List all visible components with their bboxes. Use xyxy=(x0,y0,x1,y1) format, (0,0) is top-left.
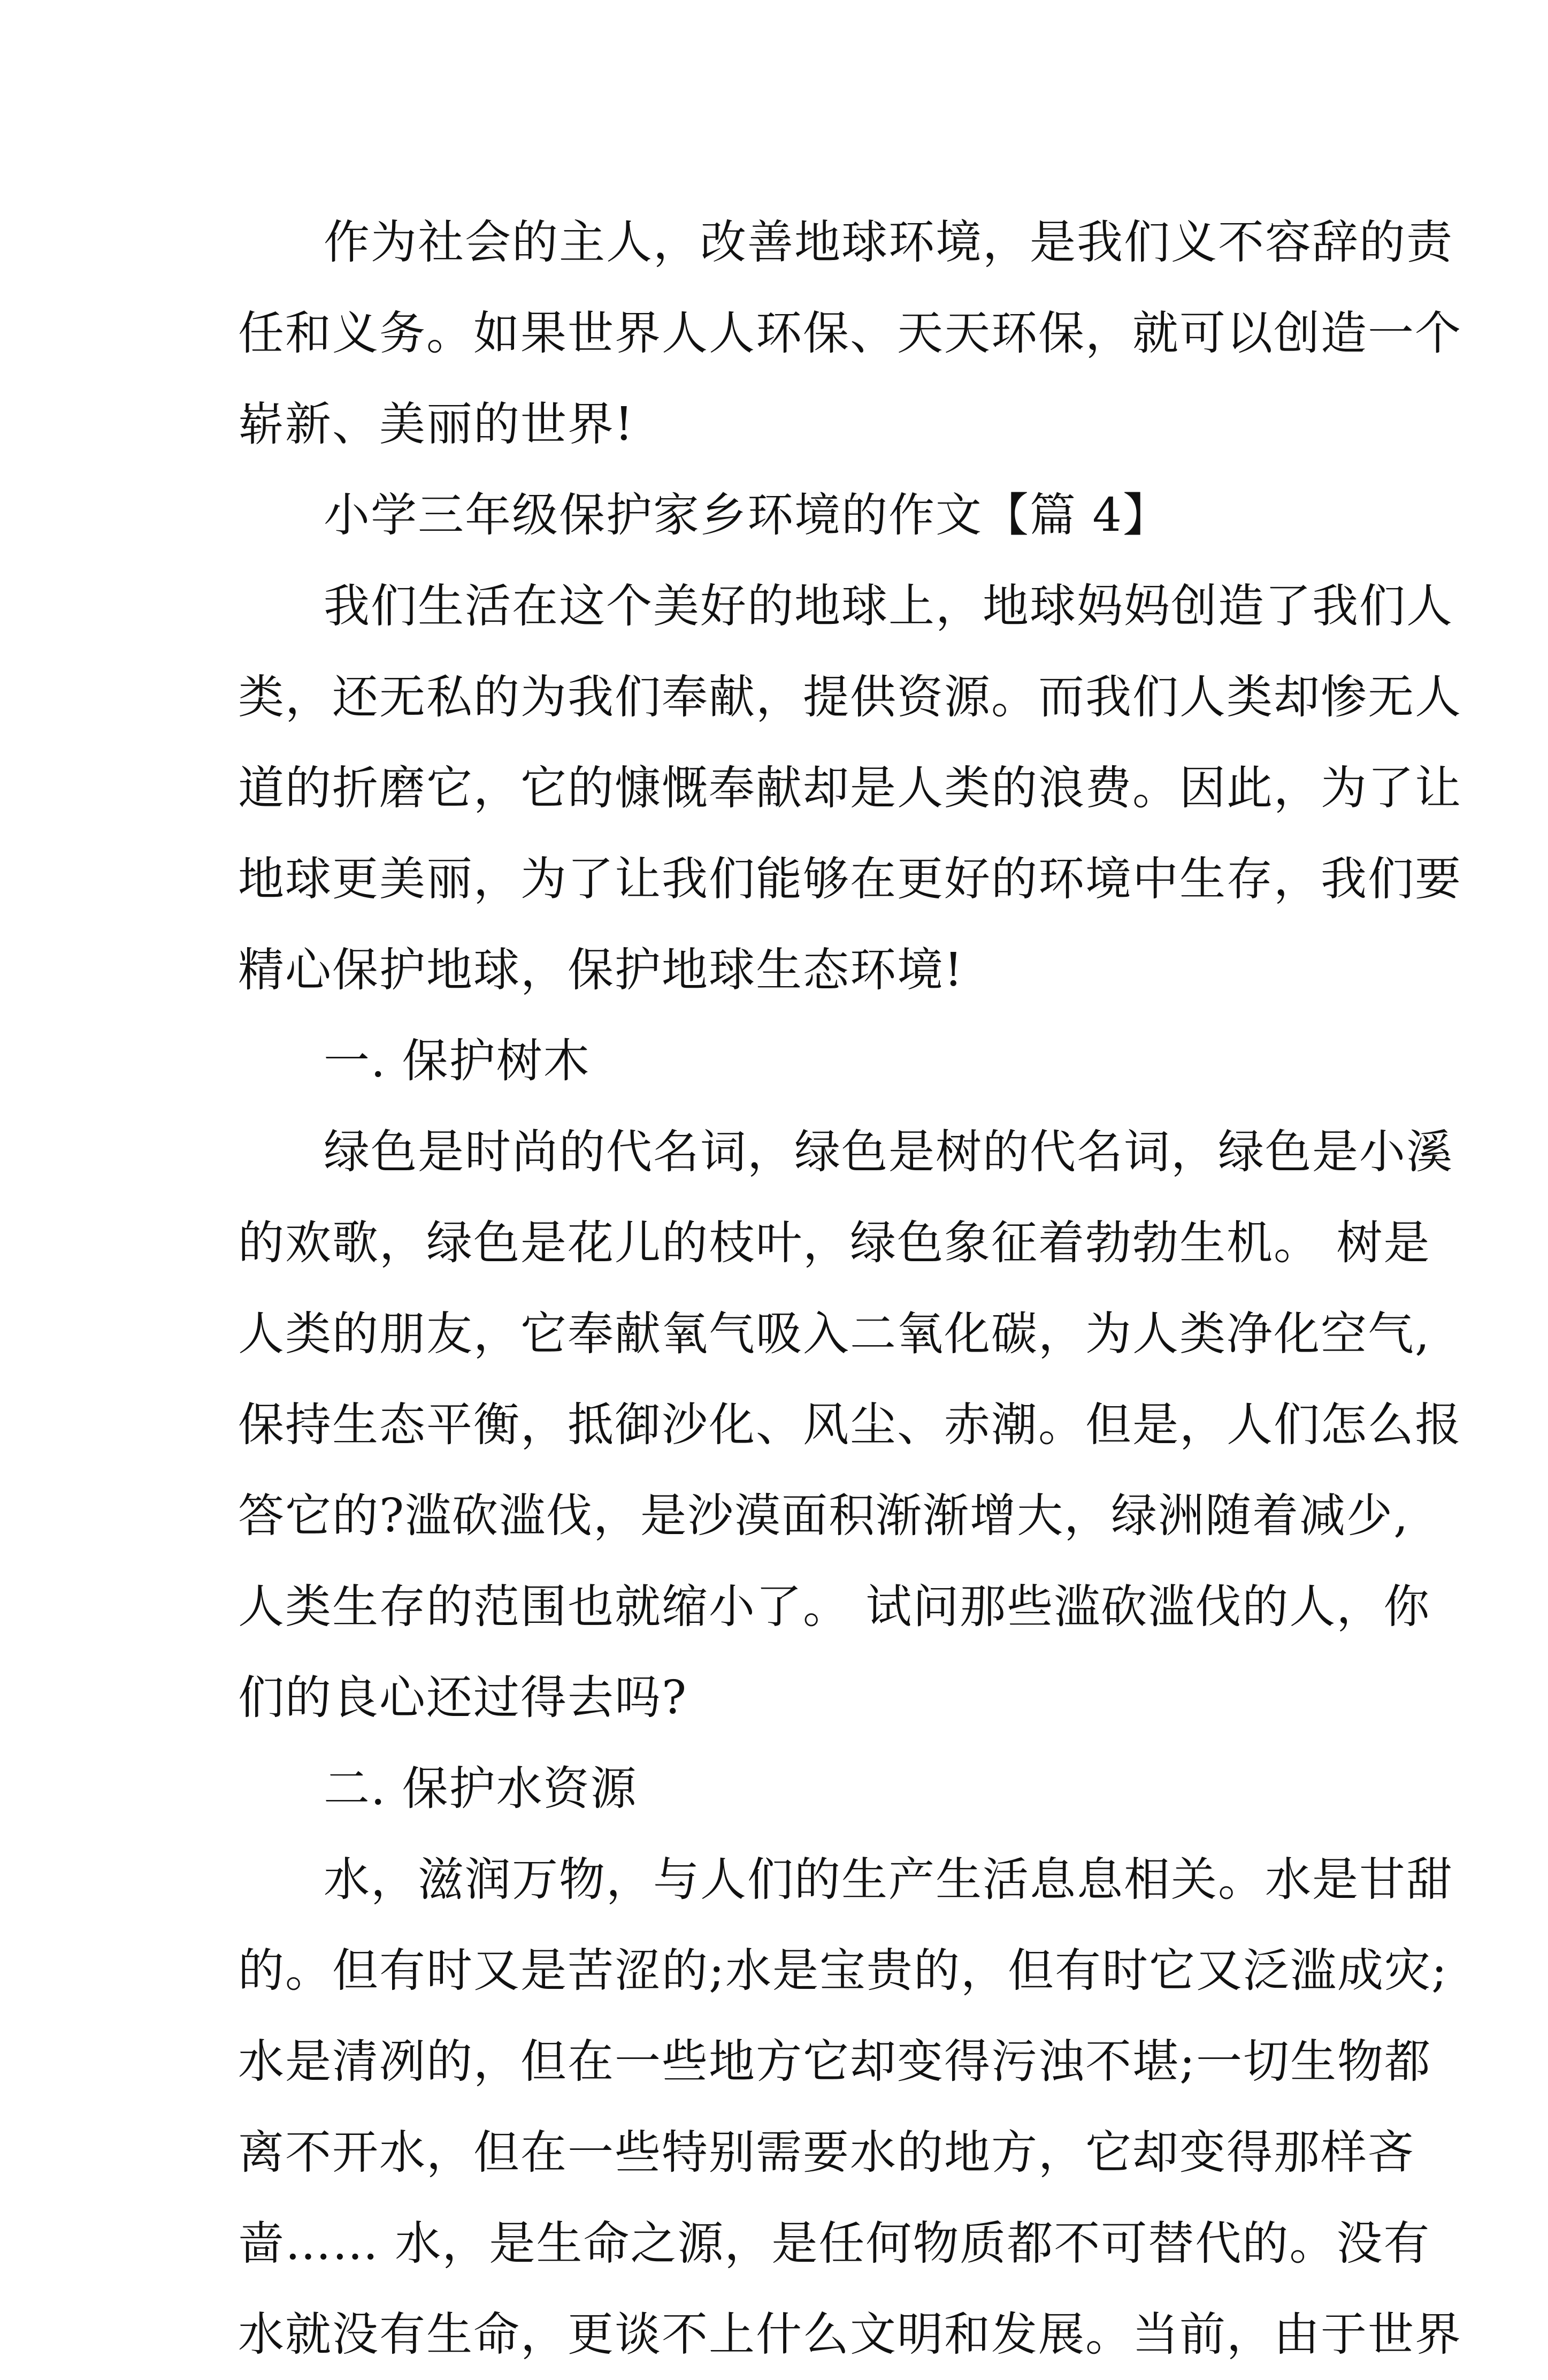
text-line: 的欢歌，绿色是花儿的枝叶，绿色象征着勃勃生机。 树是 xyxy=(238,1216,1431,1270)
text-line: 地球更美丽，为了让我们能够在更好的环境中生存，我们要 xyxy=(238,852,1462,906)
text-line: 任和义务。如果世界人人环保、天天环保，就可以创造一个 xyxy=(238,307,1462,360)
text-line: 离不开水，但在一些特别需要水的地方，它却变得那样吝 xyxy=(238,2126,1415,2179)
text-line: 们的良心还过得去吗? xyxy=(238,1671,688,1725)
text-line: 的。但有时又是苦涩的;水是宝贵的，但有时它又泛滥成灾; xyxy=(238,1944,1448,1997)
text-line: 我们生活在这个美好的地球上，地球妈妈创造了我们人 xyxy=(324,579,1453,633)
text-line: 崭新、美丽的世界! xyxy=(238,398,634,451)
subsection-heading: 一. 保护树木 xyxy=(324,1034,591,1088)
text-line: 道的折磨它，它的慷慨奉献却是人类的浪费。因此，为了让 xyxy=(238,761,1462,815)
text-line: 水就没有生命，更谈不上什么文明和发展。当前，由于世界 xyxy=(238,2308,1462,2361)
text-line: 啬…… 水，是生命之源，是任何物质都不可替代的。没有 xyxy=(238,2217,1431,2270)
text-line: 人类生存的范围也就缩小了。 试问那些滥砍滥伐的人，你 xyxy=(238,1580,1431,1634)
text-line: 水是清冽的，但在一些地方它却变得污浊不堪;一切生物都 xyxy=(238,2035,1431,2088)
text-line: 作为社会的主人，改善地球环境，是我们义不容辞的责 xyxy=(324,216,1453,269)
document-body xyxy=(238,197,1462,2380)
text-line: 绿色是时尚的代名词，绿色是树的代名词，绿色是小溪 xyxy=(324,1125,1453,1179)
text-line: 类，还无私的为我们奉献，提供资源。而我们人类却惨无人 xyxy=(238,670,1462,724)
text-line: 水，滋润万物，与人们的生产生活息息相关。水是甘甜 xyxy=(324,1853,1453,1906)
text-line: 保持生态平衡，抵御沙化、风尘、赤潮。但是，人们怎么报 xyxy=(238,1398,1462,1452)
text-line: 精心保护地球，保护地球生态环境! xyxy=(238,943,964,997)
subsection-heading: 二. 保护水资源 xyxy=(324,1762,638,1815)
text-line: 答它的?滥砍滥伐，是沙漠面积渐渐增大，绿洲随着减少, xyxy=(238,1489,1409,1543)
section-heading: 小学三年级保护家乡环境的作文【篇 4】 xyxy=(324,489,1170,542)
text-line: 人类的朋友，它奉献氧气吸入二氧化碳，为人类净化空气, xyxy=(238,1307,1431,1361)
